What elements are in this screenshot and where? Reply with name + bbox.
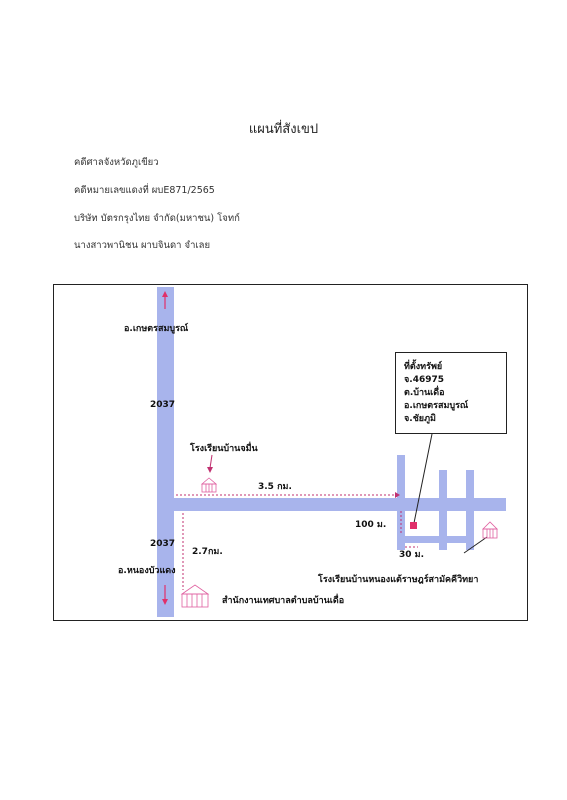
- distance-100m-label: 100 ม.: [355, 520, 387, 530]
- distance-east-label: 3.5 กม.: [258, 482, 292, 492]
- distance-30m-label: 30 ม.: [399, 550, 425, 560]
- municipal-office-label: สำนักงานเทศบาลตำบลบ้านเดื่อ: [222, 596, 345, 606]
- property-title: ที่ตั้งทรัพย์: [404, 362, 443, 372]
- case-number: คดีหมายเลขแดงที่ ผบE871/2565: [74, 185, 215, 196]
- property-district: อ.เกษตรสมบูรณ์: [404, 401, 469, 411]
- school-1-leader: [210, 455, 212, 468]
- property-callout-box: [395, 352, 507, 434]
- north-destination-label: อ.เกษตรสมบูรณ์: [124, 324, 189, 334]
- village-road-1: [397, 455, 405, 550]
- municipal-office-building-icon: [182, 585, 208, 607]
- road-number-bottom: 2037: [150, 539, 176, 549]
- village-lane: [405, 536, 469, 543]
- property-marker: [410, 522, 417, 529]
- school-1-building-icon: [202, 478, 216, 492]
- school-2-building-icon: [483, 522, 497, 538]
- property-deed-number: จ.46975: [404, 375, 445, 385]
- plaintiff-name: บริษัท บัตรกรุงไทย จำกัด(มหาชน) โจทก์: [74, 213, 240, 224]
- distance-south-label: 2.7กม.: [192, 547, 223, 557]
- school-1-label: โรงเรียนบ้านจมื่น: [190, 444, 258, 454]
- court-name: คดีศาลจังหวัดภูเขียว: [74, 157, 159, 168]
- map-title: แผนที่สังเขป: [248, 122, 319, 137]
- property-province: จ.ชัยภูมิ: [404, 414, 436, 424]
- sketch-map: [53, 284, 528, 621]
- property-subdistrict: ต.บ้านเดื่อ: [404, 388, 445, 398]
- school-2-label: โรงเรียนบ้านหนองแต้ราษฎร์สามัคคีวิทยา: [318, 575, 479, 585]
- school-1-leader-arrowhead: [207, 467, 213, 473]
- south-destination-label: อ.หนองบัวแดง: [118, 566, 176, 576]
- east-road: [174, 498, 506, 511]
- defendant-name: นางสาวพานิชน ผาบจินดา จำเลย: [74, 240, 211, 251]
- road-number-top: 2037: [150, 400, 176, 410]
